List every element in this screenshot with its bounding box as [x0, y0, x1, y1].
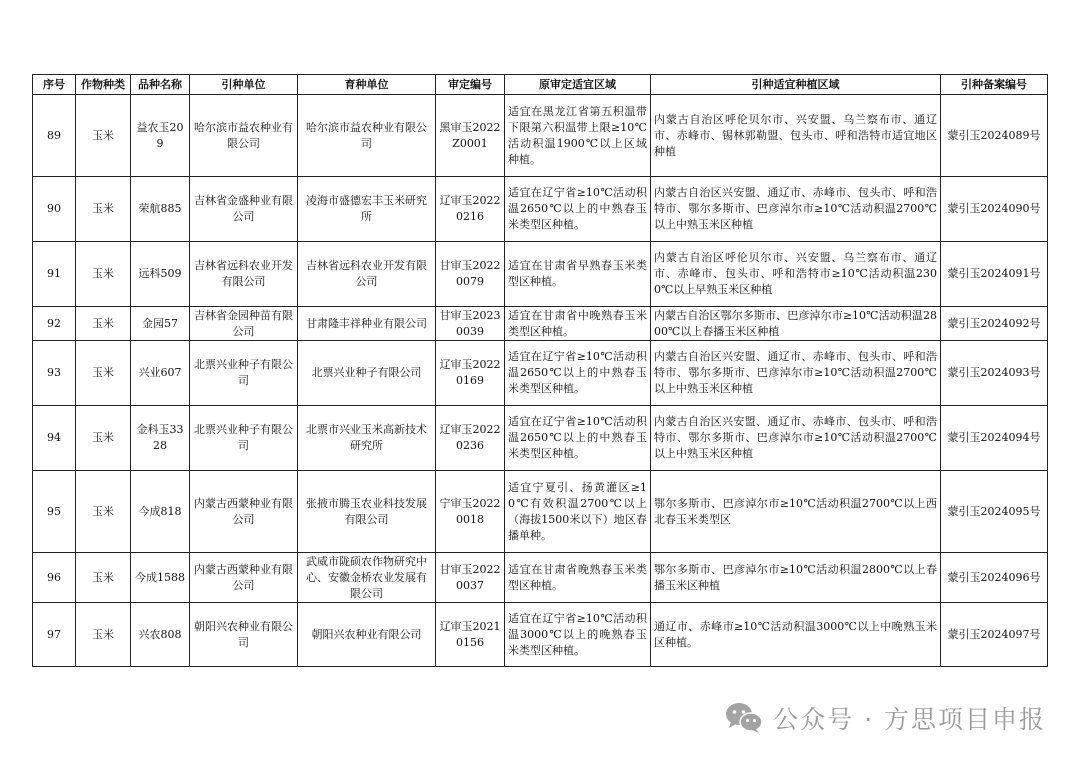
- cell-crop: 玉米: [76, 603, 131, 667]
- cell-crop: 玉米: [76, 471, 131, 553]
- cell-variety: 今成1588: [131, 553, 190, 603]
- watermark-text: 公众号 · 方思项目申报: [773, 705, 1046, 734]
- cell-approval: 辽审玉20210156: [436, 603, 505, 667]
- cell-no: 91: [33, 242, 76, 307]
- cell-breeder: 北票兴业种子有限公司: [298, 341, 436, 406]
- cell-variety: 兴业607: [131, 341, 190, 406]
- cell-approval: 甘审玉20220079: [436, 242, 505, 307]
- cell-no: 90: [33, 177, 76, 242]
- cell-breeder: 哈尔滨市益农种业有限公司: [298, 95, 436, 177]
- cell-orig-region: 适宜宁夏引、扬黄灌区≥10℃有效积温2700℃以上（海拔1500米以下）地区春播单种。: [505, 471, 651, 553]
- col-header-approval: 审定编号: [436, 75, 505, 95]
- cell-approval: 甘审玉20220037: [436, 553, 505, 603]
- cell-intro-region: 鄂尔多斯市、巴彦淖尔市≥10℃活动积温2800℃以上春播玉米区种植: [651, 553, 941, 603]
- cell-no: 96: [33, 553, 76, 603]
- cell-orig-region: 适宜在黑龙江省第五积温带下限第六积温带上限≥10℃活动积温1900℃以上区域种植。: [505, 95, 651, 177]
- cell-crop: 玉米: [76, 553, 131, 603]
- cell-orig-region: 适宜在辽宁省≥10℃活动积温3000℃以上的晚熟春玉米类型区种植。: [505, 603, 651, 667]
- cell-orig-region: 适宜在辽宁省≥10℃活动积温2650℃以上的中熟春玉米类型区种植。: [505, 177, 651, 242]
- col-header-introducer: 引种单位: [190, 75, 298, 95]
- col-header-intro-region: 引种适宜种植区域: [651, 75, 941, 95]
- cell-breeder: 北票市兴业玉米高新技术研究所: [298, 406, 436, 471]
- cell-no: 95: [33, 471, 76, 553]
- cell-breeder: 凌海市盛德宏丰玉米研究所: [298, 177, 436, 242]
- cell-orig-region: 适宜在辽宁省≥10℃活动积温2650℃以上的中熟春玉米类型区种植。: [505, 341, 651, 406]
- cell-intro-region: 通辽市、赤峰市≥10℃活动积温3000℃以上中晚熟玉米区种植。: [651, 603, 941, 667]
- cell-intro-region: 内蒙古自治区兴安盟、通辽市、赤峰市、包头市、呼和浩特市、鄂尔多斯市、巴彦淖尔市≥10℃活动积温2700℃以上中熟玉米区种植: [651, 177, 941, 242]
- cell-no: 92: [33, 307, 76, 341]
- cell-breeder: 朝阳兴农种业有限公司: [298, 603, 436, 667]
- cell-approval: 黑审玉2022Z0001: [436, 95, 505, 177]
- table-row: [33, 242, 1048, 307]
- cell-orig-region: 适宜在甘肃省晚熟春玉米类型区种植。: [505, 553, 651, 603]
- cell-introducer: 吉林省金盛种业有限公司: [190, 177, 298, 242]
- cell-intro-region: 内蒙古自治区鄂尔多斯市、巴彦淖尔市≥10℃活动积温2800℃以上春播玉米区种植: [651, 307, 941, 341]
- cell-no: 89: [33, 95, 76, 177]
- cell-filing: 蒙引玉2024091号: [941, 242, 1048, 307]
- cell-intro-region: 内蒙古自治区兴安盟、通辽市、赤峰市、包头市、呼和浩特市、鄂尔多斯市、巴彦淖尔市≥10℃活动积温2700℃以上中熟玉米区种植: [651, 341, 941, 406]
- cell-no: 97: [33, 603, 76, 667]
- cell-crop: 玉米: [76, 406, 131, 471]
- col-header-filing: 引种备案编号: [941, 75, 1048, 95]
- cell-intro-region: 鄂尔多斯市、巴彦淖尔市≥10℃活动积温2700℃以上西北春玉米类型区: [651, 471, 941, 553]
- cell-crop: 玉米: [76, 341, 131, 406]
- cell-introducer: 朝阳兴农种业有限公司: [190, 603, 298, 667]
- table-row: [33, 406, 1048, 471]
- cell-approval: 甘审玉20230039: [436, 307, 505, 341]
- col-header-crop: 作物种类: [76, 75, 131, 95]
- variety-filing-table: [32, 74, 1048, 667]
- cell-filing: 蒙引玉2024092号: [941, 307, 1048, 341]
- cell-variety: 荣航885: [131, 177, 190, 242]
- cell-introducer: 吉林省金园种苗有限公司: [190, 307, 298, 341]
- cell-filing: 蒙引玉2024089号: [941, 95, 1048, 177]
- col-header-breeder: 育种单位: [298, 75, 436, 95]
- cell-no: 94: [33, 406, 76, 471]
- cell-approval: 宁审玉20220018: [436, 471, 505, 553]
- cell-introducer: 吉林省远科农业开发有限公司: [190, 242, 298, 307]
- cell-crop: 玉米: [76, 177, 131, 242]
- cell-crop: 玉米: [76, 95, 131, 177]
- cell-variety: 金科玉3328: [131, 406, 190, 471]
- cell-no: 93: [33, 341, 76, 406]
- cell-orig-region: 适宜在甘肃省中晚熟春玉米类型区种植。: [505, 307, 651, 341]
- cell-crop: 玉米: [76, 307, 131, 341]
- col-header-orig-region: 原审定适宜区域: [505, 75, 651, 95]
- watermark: [725, 700, 1046, 736]
- cell-filing: 蒙引玉2024096号: [941, 553, 1048, 603]
- cell-orig-region: 适宜在辽宁省≥10℃活动积温2650℃以上的中熟春玉米类型区种植。: [505, 406, 651, 471]
- cell-intro-region: 内蒙古自治区呼伦贝尔市、兴安盟、乌兰察布市、通辽市、赤峰市、包头市、呼和浩特市≥10℃活动积温2300℃以上早熟玉米区种植: [651, 242, 941, 307]
- cell-approval: 辽审玉20220236: [436, 406, 505, 471]
- cell-breeder: 武威市陇硕农作物研究中心、安徽金桥农业发展有限公司: [298, 553, 436, 603]
- cell-introducer: 内蒙古西蒙种业有限公司: [190, 471, 298, 553]
- cell-approval: 辽审玉20220216: [436, 177, 505, 242]
- col-header-no: 序号: [33, 75, 76, 95]
- cell-orig-region: 适宜在甘肃省早熟春玉米类型区种植。: [505, 242, 651, 307]
- table-row: [33, 95, 1048, 177]
- cell-introducer: 内蒙古西蒙种业有限公司: [190, 553, 298, 603]
- cell-variety: 兴农808: [131, 603, 190, 667]
- cell-introducer: 哈尔滨市益农种业有限公司: [190, 95, 298, 177]
- cell-filing: 蒙引玉2024095号: [941, 471, 1048, 553]
- cell-filing: 蒙引玉2024093号: [941, 341, 1048, 406]
- cell-filing: 蒙引玉2024094号: [941, 406, 1048, 471]
- cell-filing: 蒙引玉2024090号: [941, 177, 1048, 242]
- cell-breeder: 甘肃隆丰祥种业有限公司: [298, 307, 436, 341]
- table-row: [33, 553, 1048, 603]
- wechat-icon: [725, 702, 763, 734]
- table-row: [33, 471, 1048, 553]
- cell-filing: 蒙引玉2024097号: [941, 603, 1048, 667]
- cell-breeder: 吉林省远科农业开发有限公司: [298, 242, 436, 307]
- table-row: [33, 341, 1048, 406]
- table-row: [33, 603, 1048, 667]
- cell-introducer: 北票兴业种子有限公司: [190, 406, 298, 471]
- cell-variety: 益农玉209: [131, 95, 190, 177]
- cell-crop: 玉米: [76, 242, 131, 307]
- cell-intro-region: 内蒙古自治区呼伦贝尔市、兴安盟、乌兰察布市、通辽市、赤峰市、锡林郭勒盟、包头市、呼和浩特市适宜地区种植: [651, 95, 941, 177]
- cell-approval: 辽审玉20220169: [436, 341, 505, 406]
- table-header-row: [33, 75, 1048, 95]
- table-row: [33, 307, 1048, 341]
- col-header-variety: 品种名称: [131, 75, 190, 95]
- table-row: [33, 177, 1048, 242]
- cell-intro-region: 内蒙古自治区兴安盟、通辽市、赤峰市、包头市、呼和浩特市、鄂尔多斯市、巴彦淖尔市≥10℃活动积温2700℃以上中熟玉米区种植: [651, 406, 941, 471]
- cell-variety: 远科509: [131, 242, 190, 307]
- cell-variety: 金园57: [131, 307, 190, 341]
- cell-introducer: 北票兴业种子有限公司: [190, 341, 298, 406]
- cell-breeder: 张掖市腾玉农业科技发展有限公司: [298, 471, 436, 553]
- cell-variety: 今成818: [131, 471, 190, 553]
